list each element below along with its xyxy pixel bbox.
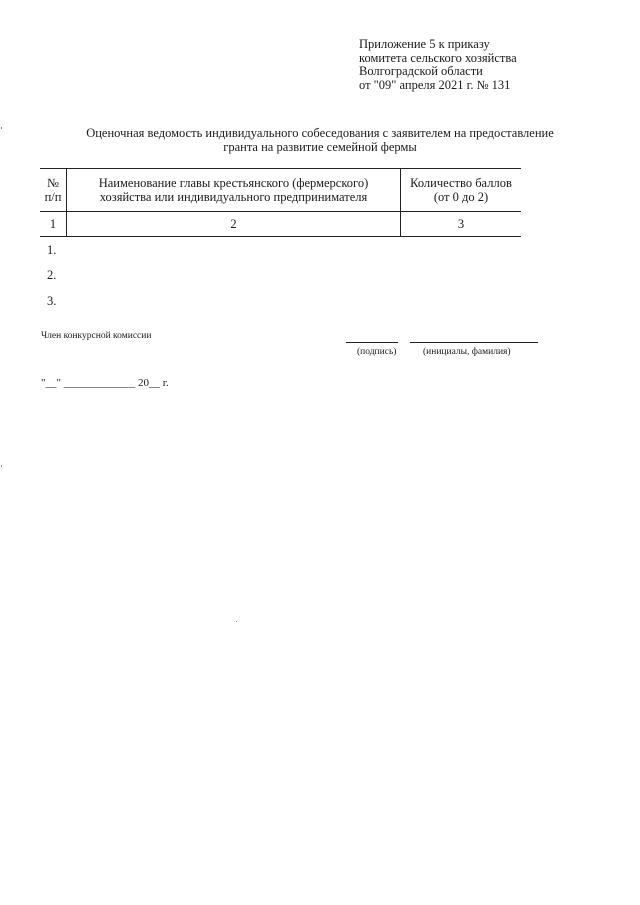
scan-speck <box>1 465 2 467</box>
appendix-line: Приложение 5 к приказу <box>359 37 490 51</box>
document-title <box>40 127 600 154</box>
header-cell-score: Количество баллов (от 0 до 2) <box>410 176 512 204</box>
title-line: гранта на развитие семейной фермы <box>223 139 417 154</box>
list-item: 2. <box>47 268 57 282</box>
commission-member-label: Член конкурсной комиссии <box>41 331 152 341</box>
appendix-line: от "09" апреля 2021 г. № 131 <box>359 77 511 92</box>
date-line: "__" _____________ 20__ г. <box>41 377 169 389</box>
column-number-cell: 2 <box>230 217 237 231</box>
name-caption: (инициалы, фамилия) <box>423 347 511 357</box>
scan-speck <box>236 621 237 622</box>
list-item: 3. <box>47 294 57 308</box>
table-border-top <box>40 168 521 169</box>
name-line <box>410 342 538 343</box>
column-number-cell: 1 <box>49 217 57 231</box>
table-border-header <box>40 211 521 212</box>
title-line: Оценочная ведомость индивидуального собеседования с заявителем на предоставление <box>86 126 554 140</box>
scan-speck <box>1 127 2 129</box>
signature-caption: (подпись) <box>357 347 397 357</box>
column-number-cell: 3 <box>457 217 465 231</box>
appendix-line: комитета сельского хозяйства <box>359 50 517 65</box>
table-border-bottom <box>40 236 521 237</box>
header-cell-name: Наименование главы крестьянского (фермерского) хозяйства или индивидуального предпринимателя <box>98 176 369 204</box>
appendix-header <box>359 38 517 92</box>
signature-line <box>346 342 398 343</box>
appendix-line: Волгоградской области <box>359 64 483 78</box>
header-cell-number: № п/п <box>44 176 62 204</box>
list-item: 1. <box>47 243 57 257</box>
